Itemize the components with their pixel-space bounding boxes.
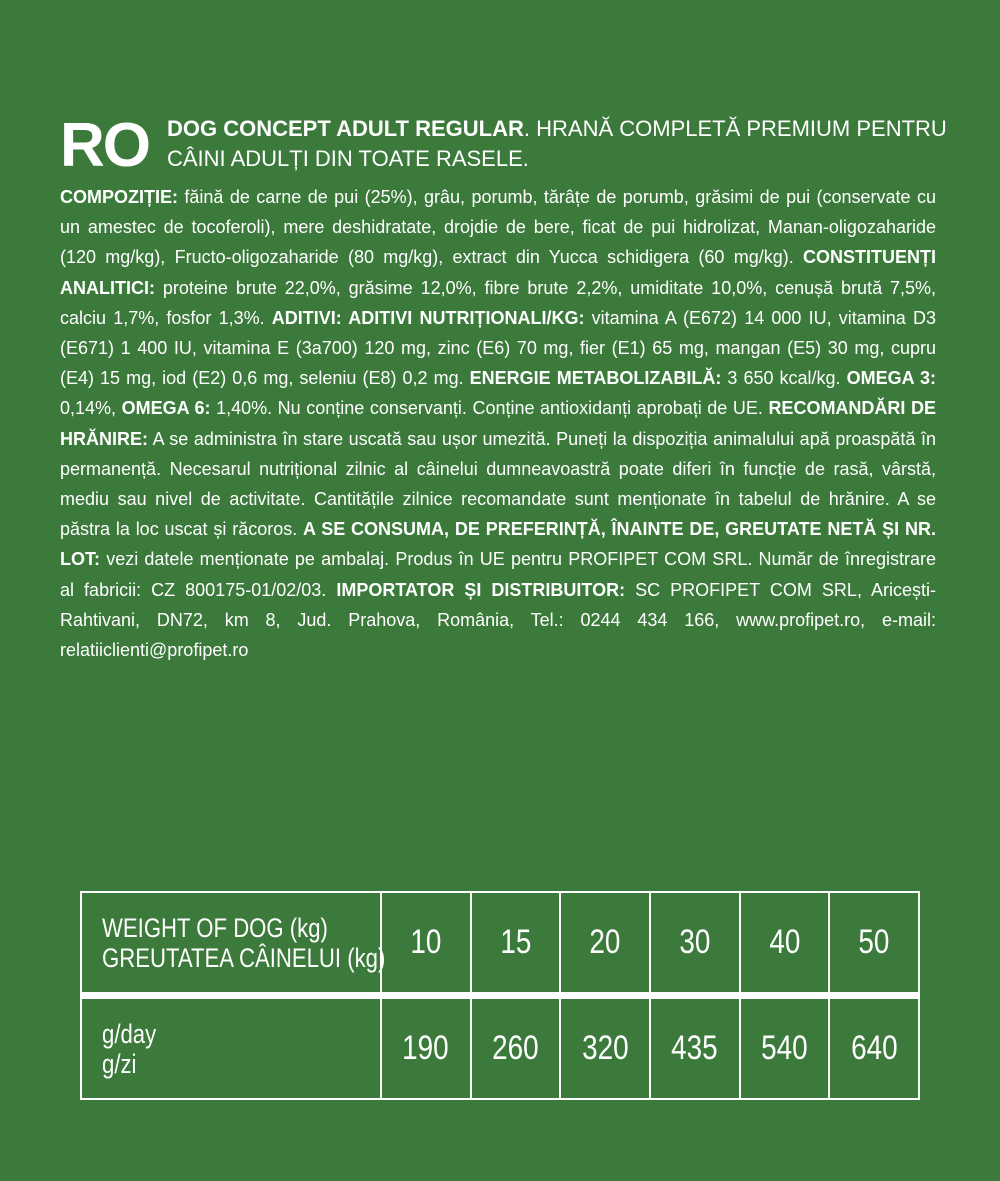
product-heading: [167, 114, 947, 174]
weight-cell: 50: [829, 892, 919, 996]
importer-text: SC PROFIPET COM SRL, Aricești-Rahtivani, DN72, km 8, Jud. Prahova, România, Tel.: 0244 434 166, www.profipet.ro, e-mail: relatiiclienti@profipet.ro: [60, 579, 936, 661]
weight-cell: 40: [740, 892, 830, 996]
amount-header-cell: [81, 996, 381, 1100]
amount-cell: 540: [740, 996, 830, 1100]
importer-label: IMPORTATOR ȘI DISTRIBUITOR:: [336, 579, 626, 600]
weight-label-ro: GREUTATEA CÂINELUI (kg): [102, 942, 386, 973]
energy-text: 3 650 kcal/kg.: [721, 368, 847, 389]
analytical-label: CONSTITUENȚI ANALITICI:: [60, 247, 936, 298]
table-row-weight: [81, 892, 919, 996]
weight-cell: 30: [650, 892, 740, 996]
feeding-table: [80, 891, 920, 1100]
omega6-text: 1,40%. Nu conține conservanți. Conține antioxidanți aprobați de UE.: [210, 398, 769, 419]
omega6-label: OMEGA 6:: [121, 398, 211, 419]
bestbefore-text: vezi datele menționate pe ambalaj. Produs în UE pentru PROFIPET COM SRL. Număr de înregistrare al fabricii: CZ 800175-01/02/03.: [60, 549, 936, 600]
amount-cell: 260: [471, 996, 561, 1100]
weight-cell: 15: [471, 892, 561, 996]
omega3-text: 0,14%,: [60, 398, 122, 419]
additives-label: ADITIVI: ADITIVI NUTRIȚIONALI/KG:: [271, 307, 585, 328]
amount-label-ro: g/zi: [102, 1048, 137, 1079]
omega3-label: OMEGA 3:: [846, 368, 936, 389]
energy-label: ENERGIE METABOLIZABILĂ:: [469, 368, 722, 389]
bestbefore-label: A SE CONSUMA, DE PREFERINȚĂ, ÎNAINTE DE, GREUTATE NETĂ ȘI NR. LOT:: [60, 519, 936, 570]
amount-cell: 190: [381, 996, 471, 1100]
amount-cell: 435: [650, 996, 740, 1100]
weight-cell: 10: [381, 892, 471, 996]
product-header: [60, 110, 947, 180]
product-name: DOG CONCEPT ADULT REGULAR: [167, 116, 524, 141]
composition-label: COMPOZIȚIE:: [60, 187, 178, 207]
table-row-amount: [81, 996, 919, 1100]
analytical-text: proteine brute 22,0%, grăsime 12,0%, fibre brute 2,2%, umiditate 10,0%, cenușă brută 7,5%, calciu 1,7%, fosfor 1,3%.: [60, 277, 936, 328]
feeding-label: RECOMANDĂRI DE HRĂNIRE:: [60, 398, 936, 449]
weight-cell: 20: [560, 892, 650, 996]
language-code: RO: [60, 111, 149, 180]
product-subtitle: . HRANĂ COMPLETĂ PREMIUM PENTRU CÂINI ADULȚI DIN TOATE RASELE.: [167, 116, 947, 171]
weight-header-cell: [81, 892, 386, 996]
weight-label-en: WEIGHT OF DOG (kg): [102, 912, 328, 943]
composition-text: făină de carne de pui (25%), grâu, porumb, tărâțe de porumb, grăsimi de pui (conservate cu un amestec de tocoferoli), mere deshidratate, drojdie de bere, ficat de pui hidrolizat, Manan-oligozaharide (120 mg/kg), Fructo-oligozaharide (80 mg/kg), extract din Yucca schidigera (60 mg/kg).: [60, 187, 936, 268]
label-description: [60, 182, 936, 665]
amount-cell: 640: [829, 996, 919, 1100]
additives-text: vitamina A (E672) 14 000 IU, vitamina D3 (E671) 1 400 IU, vitamina E (3a700) 120 mg, zinc (E6) 70 mg, fier (E1) 65 mg, mangan (E5) 30 mg, cupru (E4) 15 mg, iod (E2) 0,6 mg, seleniu (E8) 0,2 mg.: [60, 307, 936, 389]
amount-label-en: g/day: [102, 1018, 157, 1049]
amount-cell: 320: [560, 996, 650, 1100]
feeding-text: A se administra în stare uscată sau ușor umezită. Puneți la dispoziția animalului apă proaspătă în permanență. Necesarul nutrițional zilnic al câinelui dumneavoastră poate diferi în funcție de rasă, vârstă, mediu sau nivel de activitate. Cantitățile zilnice recomandate sunt menționate în tabelul de hrănire. A se păstra la loc uscat și răcoros.: [60, 428, 936, 540]
